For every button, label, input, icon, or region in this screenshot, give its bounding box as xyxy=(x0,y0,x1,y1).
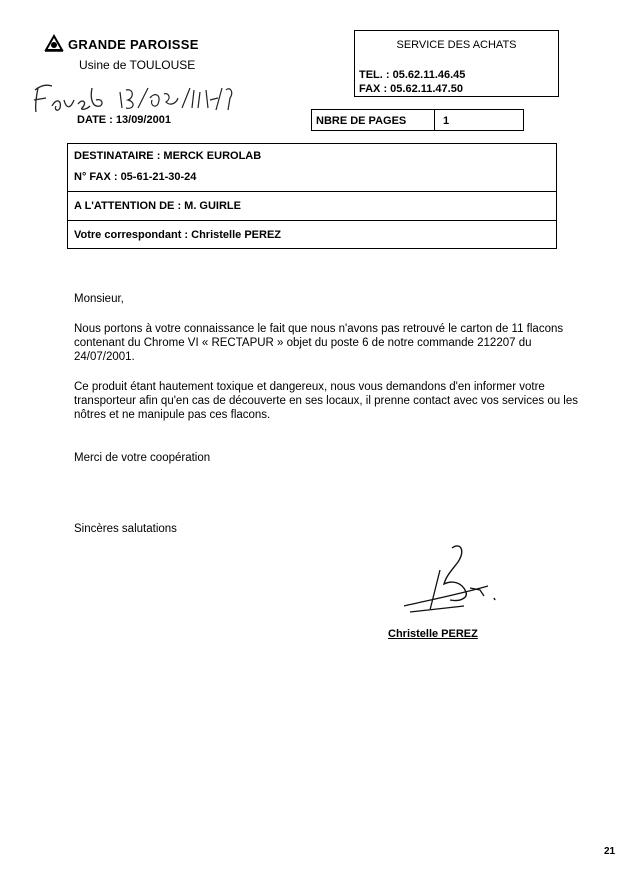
table-divider xyxy=(68,220,556,221)
site-name: Usine de TOULOUSE xyxy=(79,58,196,72)
pages-divider xyxy=(434,110,435,130)
recipient-attention: A L'ATTENTION DE : M. GUIRLE xyxy=(74,200,241,212)
letter-paragraph-1: Nous portons à votre connaissance le fait que nous n'avons pas retrouvé le carton de 11 flacons contenant du Chrome VI « RECTAPUR » objet du poste 6 de notre commande 212207 du 24/07/2001. xyxy=(74,323,564,363)
recipient-fax: N° FAX : 05-61-21-30-24 xyxy=(74,171,197,183)
recipient-correspondant: Votre correspondant : Christelle PEREZ xyxy=(74,229,282,241)
handwritten-note-text: Faxé le 13/09/01 à 16 h 17 xyxy=(30,78,42,79)
fax-date: DATE : 13/09/2001 xyxy=(77,114,171,126)
service-box xyxy=(354,30,559,97)
recipient-table xyxy=(67,143,557,249)
company-logo-icon xyxy=(44,34,64,52)
service-title: SERVICE DES ACHATS xyxy=(396,39,517,51)
pages-label: NBRE DE PAGES xyxy=(316,115,407,127)
handwritten-fax-note xyxy=(30,78,270,118)
signature-name: Christelle PEREZ xyxy=(388,628,478,640)
pages-value: 1 xyxy=(443,115,450,127)
pages-box xyxy=(311,109,524,131)
page-number-mark: 21 xyxy=(604,846,616,857)
service-fax: FAX : 05.62.11.47.50 xyxy=(359,83,463,95)
letter-closing: Sincères salutations xyxy=(74,523,177,535)
letter-paragraph-2: Ce produit étant hautement toxique et dangereux, nous vous demandons d'en informer votre transporteur afin qu'en cas de découverte en ses locaux, il prenne contact avec vos services ou les nôtres et ne manipule pas ces flacons. xyxy=(74,381,579,421)
letter-thanks: Merci de votre coopération xyxy=(74,452,211,464)
service-tel: TEL. : 05.62.11.46.45 xyxy=(359,69,466,81)
recipient-destinataire: DESTINATAIRE : MERCK EUROLAB xyxy=(74,150,262,162)
handwritten-signature xyxy=(400,540,510,630)
company-name: GRANDE PAROISSE xyxy=(68,37,199,52)
table-divider xyxy=(68,191,556,192)
letter-salutation: Monsieur, xyxy=(74,293,124,305)
